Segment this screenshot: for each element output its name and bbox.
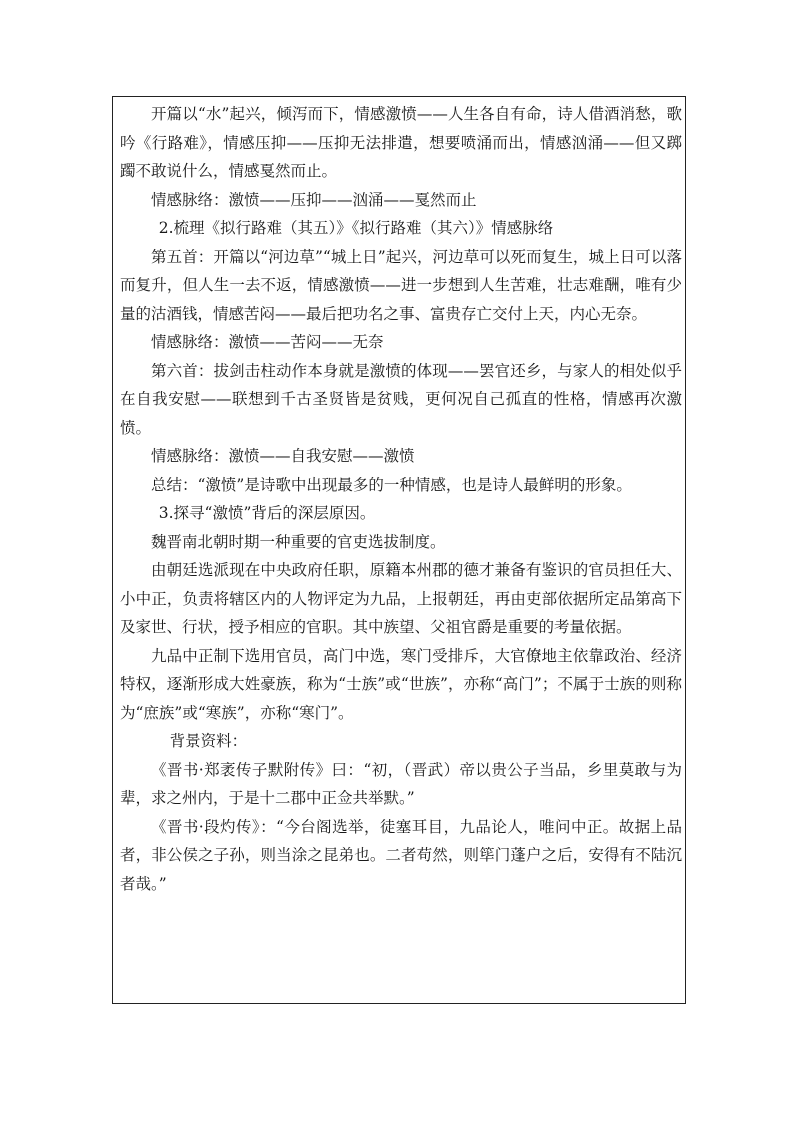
document-body bbox=[120, 100, 682, 898]
paragraph-jiupin-effect: 九品中正制下选用官员，高门中选，寒门受排斥，大官僚地主依靠政治、经济特权，逐渐形成大姓豪族，称为“士族”或“世族”，亦称“高门”；不属于士族的则称为“庶族”或“寒族”，亦称“寒门”。 bbox=[120, 646, 682, 722]
section-heading-3: 3.探寻“激愤”背后的深层原因。 bbox=[158, 504, 376, 522]
background-label: 背景资料： bbox=[169, 732, 248, 750]
paragraph-summary: 总结：“激愤”是诗歌中出现最多的一种情感，也是诗人最鲜明的形象。 bbox=[151, 475, 632, 494]
paragraph-emotion-vein-2: 情感脉络：激愤——苦闷——无奈 bbox=[151, 333, 384, 351]
paragraph-fifth-poem: 第五首：开篇以“河边草”“城上日”起兴，河边草可以死而复生，城上日可以落而复升，但人生一去不返，情感激愤——进一步想到人生苦难，壮志难酬，唯有少量的沽酒钱，情感苦闷——最后把功名之事、富贵存亡交付上天，内心无奈。 bbox=[120, 247, 682, 323]
paragraph-quote-duan: 《晋书·段灼传》：“今台阁选举，徒塞耳目，九品论人，唯问中正。故据上品者，非公侯之子孙，则当涂之昆弟也。二者苟然，则筚门蓬户之后，安得有不陆沉者哉。” bbox=[120, 817, 682, 893]
section-heading-2: 2.梳理《拟行路难（其五）》《拟行路难（其六）》情感脉络 bbox=[158, 219, 554, 237]
paragraph-emotion-vein-3: 情感脉络：激愤——自我安慰——激愤 bbox=[151, 447, 415, 465]
paragraph-emotion-vein-1: 情感脉络：激愤——压抑——汹涌——戛然而止 bbox=[151, 190, 477, 209]
paragraph-jiupin-intro: 魏晋南北朝时期一种重要的官吏选拔制度。 bbox=[151, 532, 446, 551]
paragraph-quote-zheng: 《晋书·郑袤传子默附传》曰：“初，（晋武）帝以贵公子当品，乡里莫敢与为辈，求之州内，于是十二郡中正佥共举默。” bbox=[120, 760, 682, 807]
paragraph-sixth-poem: 第六首：拔剑击柱动作本身就是激愤的体现——罢官还乡，与家人的相处似乎在自我安慰——联想到千古圣贤皆是贫贱，更何况自己孤直的性格，情感再次激愤。 bbox=[120, 361, 682, 437]
paragraph-shui-opening: 开篇以“水”起兴，倾泻而下，情感激愤——人生各自有命，诗人借酒消愁，歌吟《行路难》，情感压抑——压抑无法排遣，想要喷涌而出，情感汹涌——但又踯躅不敢说什么，情感戛然而止。 bbox=[120, 105, 682, 180]
paragraph-jiupin-procedure: 由朝廷选派现在中央政府任职，原籍本州郡的德才兼备有鉴识的官员担任大、小中正，负责将辖区内的人物评定为九品，上报朝廷，再由吏部依据所定品第高下及家世、行状，授予相应的官职。其中族望、父祖官爵是重要的考量依据。 bbox=[120, 561, 682, 636]
